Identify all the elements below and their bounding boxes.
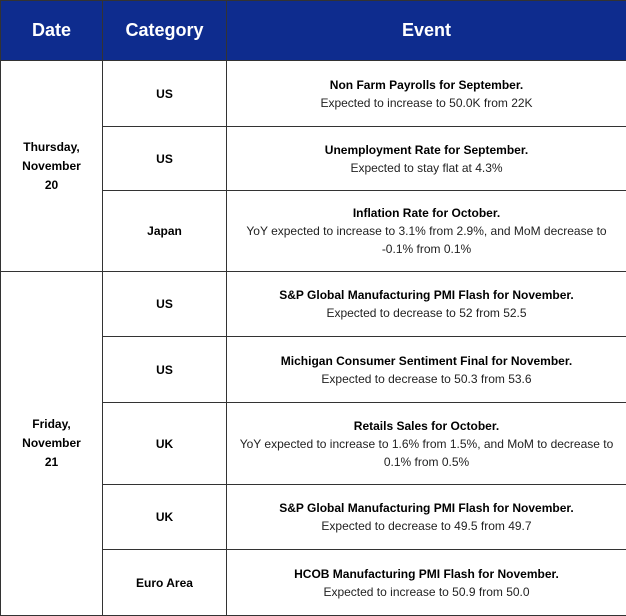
event-title: Non Farm Payrolls for September. xyxy=(329,77,524,92)
header-row xyxy=(1,1,626,61)
date-line: Friday, xyxy=(32,417,71,431)
event-title: Michigan Consumer Sentiment Final for November. xyxy=(280,353,573,368)
event-title: S&P Global Manufacturing PMI Flash for November. xyxy=(279,288,574,302)
event-detail: Expected to decrease to 50.3 from 53.6 xyxy=(321,371,532,386)
header-event: Event xyxy=(227,1,626,61)
event-detail: Expected to increase to 50.9 from 50.0 xyxy=(323,584,530,599)
event-detail: YoY expected to increase to 3.1% from 2.9%, and MoM decrease to -0.1% from 0.1% xyxy=(246,224,607,256)
header-date: Date xyxy=(1,1,103,61)
event-cell xyxy=(227,272,626,337)
category-cell: US xyxy=(103,127,227,191)
event-title: HCOB Manufacturing PMI Flash for November. xyxy=(294,566,559,581)
date-line: Thursday, xyxy=(23,139,80,154)
event-title: S&P Global Manufacturing PMI Flash for November. xyxy=(279,501,574,515)
event-title: Unemployment Rate for September. xyxy=(324,142,529,157)
event-detail: YoY expected to increase to 1.6% from 1.5%, and MoM to decrease to 0.1% from 0.5% xyxy=(239,436,614,469)
category-cell: Japan xyxy=(103,191,227,272)
event-detail: Expected to increase to 50.0K from 22K xyxy=(320,95,533,110)
event-detail: Expected to stay flat at 4.3% xyxy=(350,160,503,175)
table-row xyxy=(1,61,626,127)
event-title: Retails Sales for October. xyxy=(353,418,500,433)
event-detail: Expected to decrease to 52 from 52.5 xyxy=(326,306,527,320)
event-cell xyxy=(227,403,626,485)
category-cell: UK xyxy=(103,485,227,550)
category-cell: US xyxy=(103,272,227,337)
event-detail: Expected to decrease to 49.5 from 49.7 xyxy=(321,519,532,533)
date-line: November xyxy=(22,436,81,450)
event-cell xyxy=(227,127,626,191)
event-cell xyxy=(227,191,626,272)
table-row xyxy=(1,272,626,337)
category-cell: UK xyxy=(103,403,227,485)
header-category: Category xyxy=(103,1,227,61)
date-line: November xyxy=(22,158,81,173)
category-cell: US xyxy=(103,337,227,403)
event-cell xyxy=(227,485,626,550)
event-cell xyxy=(227,337,626,403)
category-cell: Euro Area xyxy=(103,550,227,616)
date-line: 21 xyxy=(44,455,59,469)
event-cell xyxy=(227,550,626,616)
date-cell-thursday xyxy=(1,61,103,272)
event-title: Inflation Rate for October. xyxy=(352,206,501,220)
date-line: 20 xyxy=(44,177,59,192)
category-cell: US xyxy=(103,61,227,127)
event-cell xyxy=(227,61,626,127)
date-cell-friday xyxy=(1,272,103,616)
